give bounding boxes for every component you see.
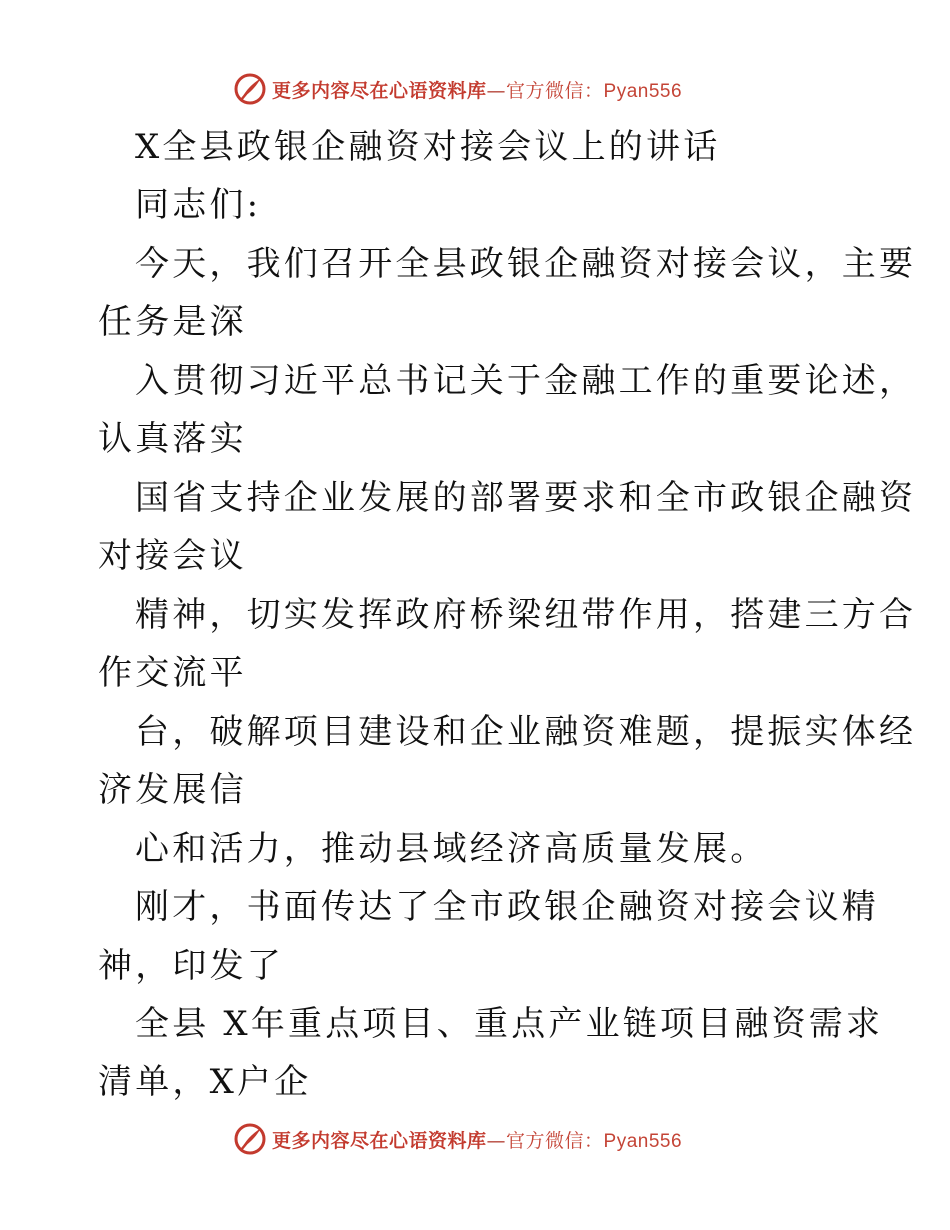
paragraph-line: 心和活力，推动县域经济高质量发展。 — [135, 829, 768, 869]
paragraph-line: 今天，我们召开全县政银企融资对接会议，主要 — [135, 244, 917, 284]
salutation: 同志们: — [135, 185, 262, 225]
footer-banner — [0, 1120, 950, 1160]
paragraph-line: 精神，切实发挥政府桥梁纽带作用，搭建三方合 — [135, 595, 917, 635]
quill-pen-icon — [233, 1122, 267, 1156]
banner-text — [272, 1126, 682, 1153]
banner-main-text: 更多内容尽在心语资料库 — [272, 80, 487, 102]
paragraph-line: 神，印发了 — [98, 946, 284, 986]
paragraph-line: 济发展信 — [98, 770, 247, 810]
header-banner — [0, 70, 950, 110]
banner-wechat-label: 官方微信： — [506, 80, 604, 102]
paragraph-line: 台，破解项目建设和企业融资难题，提振实体经 — [135, 712, 917, 752]
banner-text — [272, 76, 682, 103]
paragraph-line: 入贯彻习近平总书记关于金融工作的重要论述， — [135, 361, 917, 401]
banner-dash: — — [486, 80, 507, 102]
banner-wechat-id: Pyan556 — [603, 1131, 683, 1152]
paragraph-line: 国省支持企业发展的部署要求和全市政银企融资 — [135, 478, 917, 518]
paragraph-line: 全县 X年重点项目、重点产业链项目融资需求 — [135, 1004, 884, 1044]
paragraph-line: 对接会议 — [98, 536, 247, 576]
banner-wechat-label: 官方微信： — [506, 1130, 604, 1152]
paragraph-line: 任务是深 — [98, 302, 247, 342]
paragraph-line: 作交流平 — [98, 653, 247, 693]
banner-wechat-id: Pyan556 — [603, 81, 683, 102]
banner-dash: — — [486, 1130, 507, 1152]
paragraph-line: 刚才，书面传达了全市政银企融资对接会议精 — [135, 887, 879, 927]
quill-pen-icon — [233, 72, 267, 106]
document-title: X全县政银企融资对接会议上的讲话 — [135, 127, 721, 167]
banner-main-text: 更多内容尽在心语资料库 — [272, 1130, 487, 1152]
paragraph-line: 清单，X户企 — [98, 1062, 312, 1102]
paragraph-line: 认真落实 — [98, 419, 247, 459]
